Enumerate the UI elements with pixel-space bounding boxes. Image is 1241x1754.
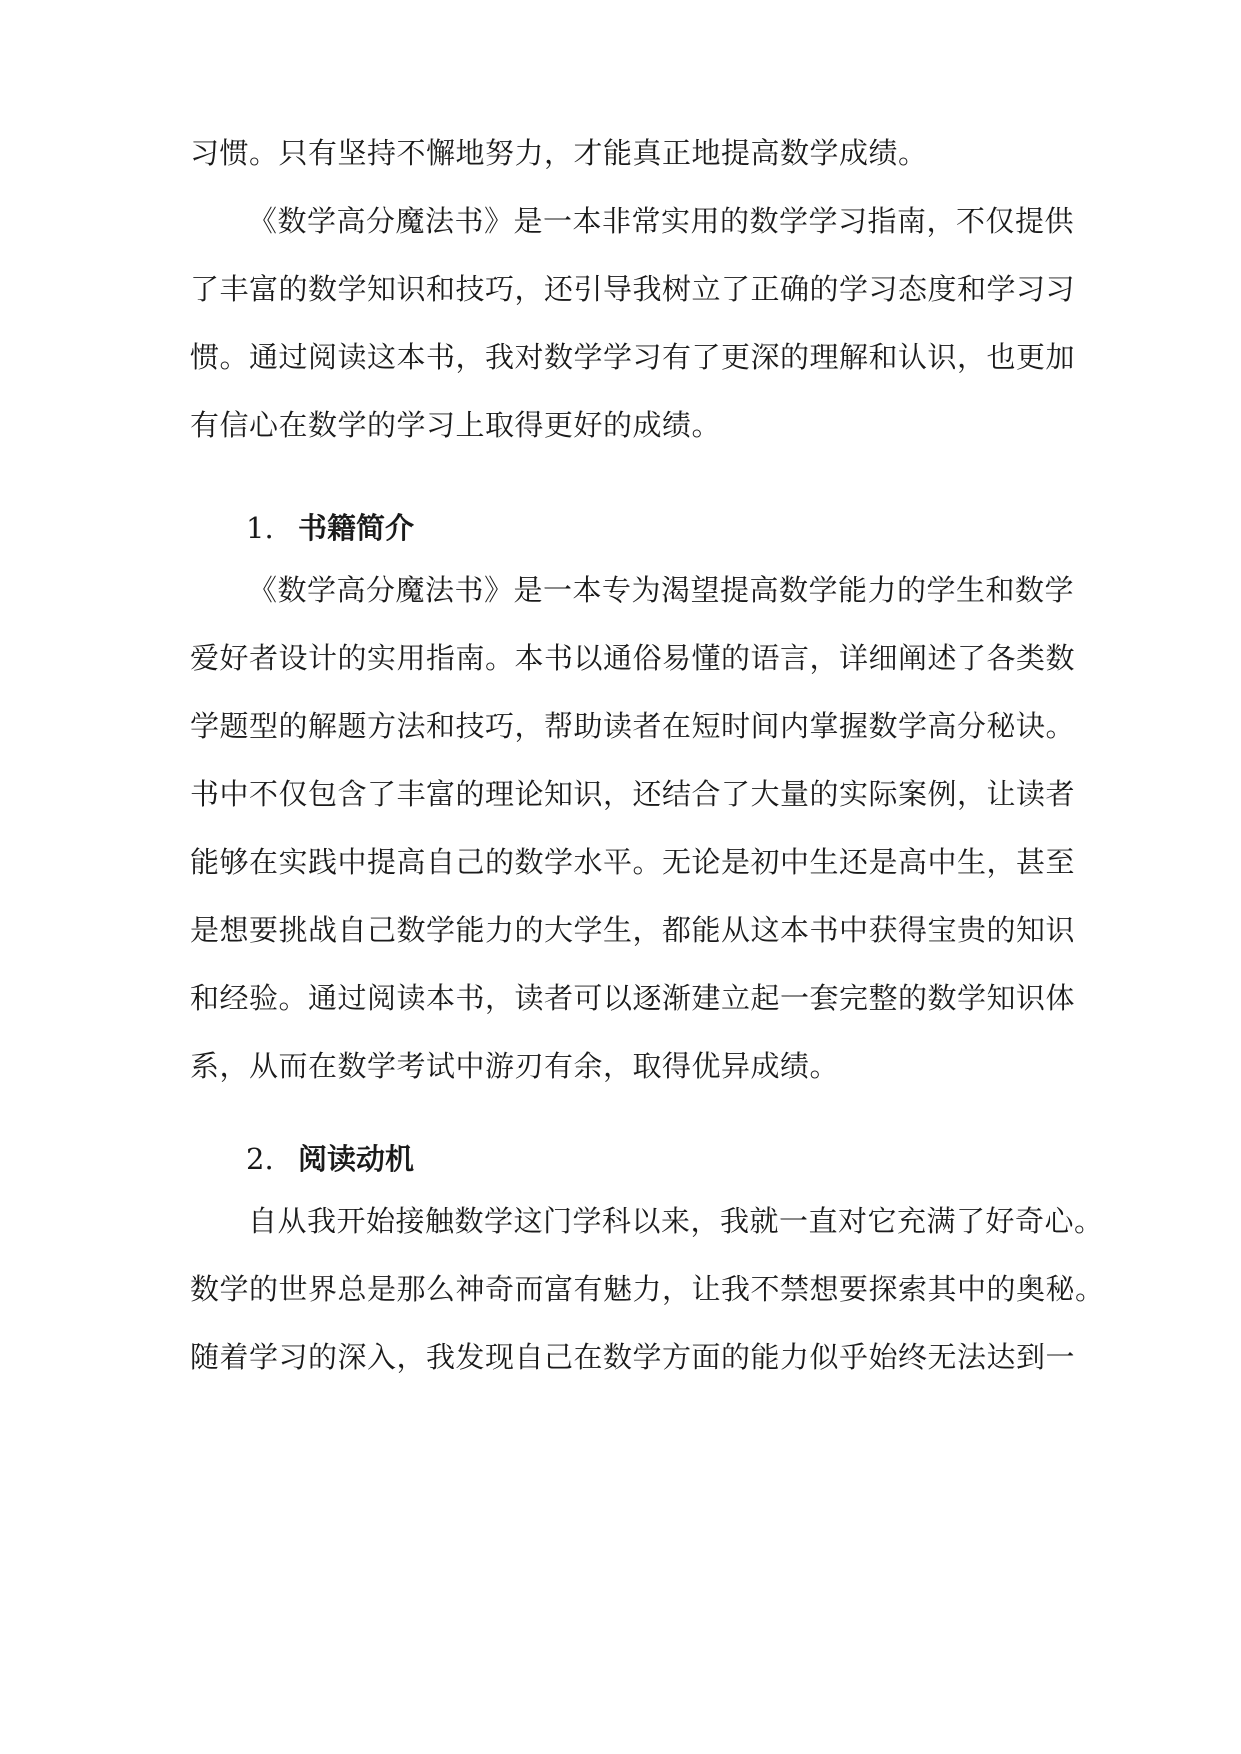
- paragraph-line: 系，从而在数学考试中游刃有余，取得优异成绩。: [190, 1049, 840, 1083]
- paragraph-line: 习惯。只有坚持不懈地努力，才能真正地提高数学成绩。: [190, 136, 928, 170]
- paragraph-line: 《数学高分魔法书》是一本专为渴望提高数学能力的学生和数学: [248, 573, 1075, 607]
- section-number: 2.: [246, 1142, 274, 1176]
- paragraph-line: 自从我开始接触数学这门学科以来，我就一直对它充满了好奇心。: [248, 1204, 1104, 1238]
- section-heading-1: [246, 508, 414, 548]
- section-title: 书籍简介: [298, 511, 415, 545]
- paragraph-line: 数学的世界总是那么神奇而富有魅力，让我不禁想要探索其中的奥秘。: [190, 1272, 1105, 1306]
- paragraph-line: 和经验。通过阅读本书，读者可以逐渐建立起一套完整的数学知识体: [190, 981, 1076, 1015]
- paragraph-line: 爱好者设计的实用指南。本书以通俗易懂的语言，详细阐述了各类数: [190, 641, 1076, 675]
- paragraph-line: 学题型的解题方法和技巧，帮助读者在短时间内掌握数学高分秘诀。: [190, 709, 1076, 743]
- paragraph-line: 了丰富的数学知识和技巧，还引导我树立了正确的学习态度和学习习: [190, 272, 1076, 306]
- section-title: 阅读动机: [298, 1142, 415, 1176]
- paragraph-line: 惯。通过阅读这本书，我对数学学习有了更深的理解和认识，也更加: [190, 340, 1076, 374]
- paragraph-line: 《数学高分魔法书》是一本非常实用的数学学习指南，不仅提供: [248, 204, 1075, 238]
- section-number: 1.: [246, 511, 274, 545]
- paragraph-line: 书中不仅包含了丰富的理论知识，还结合了大量的实际案例，让读者: [190, 777, 1076, 811]
- paragraph-line: 能够在实践中提高自己的数学水平。无论是初中生还是高中生，甚至: [190, 845, 1076, 879]
- paragraph-line: 随着学习的深入，我发现自己在数学方面的能力似乎始终无法达到一: [190, 1340, 1076, 1374]
- section-heading-2: [246, 1139, 414, 1179]
- paragraph-line: 是想要挑战自己数学能力的大学生，都能从这本书中获得宝贵的知识: [190, 913, 1076, 947]
- paragraph-line: 有信心在数学的学习上取得更好的成绩。: [190, 408, 722, 442]
